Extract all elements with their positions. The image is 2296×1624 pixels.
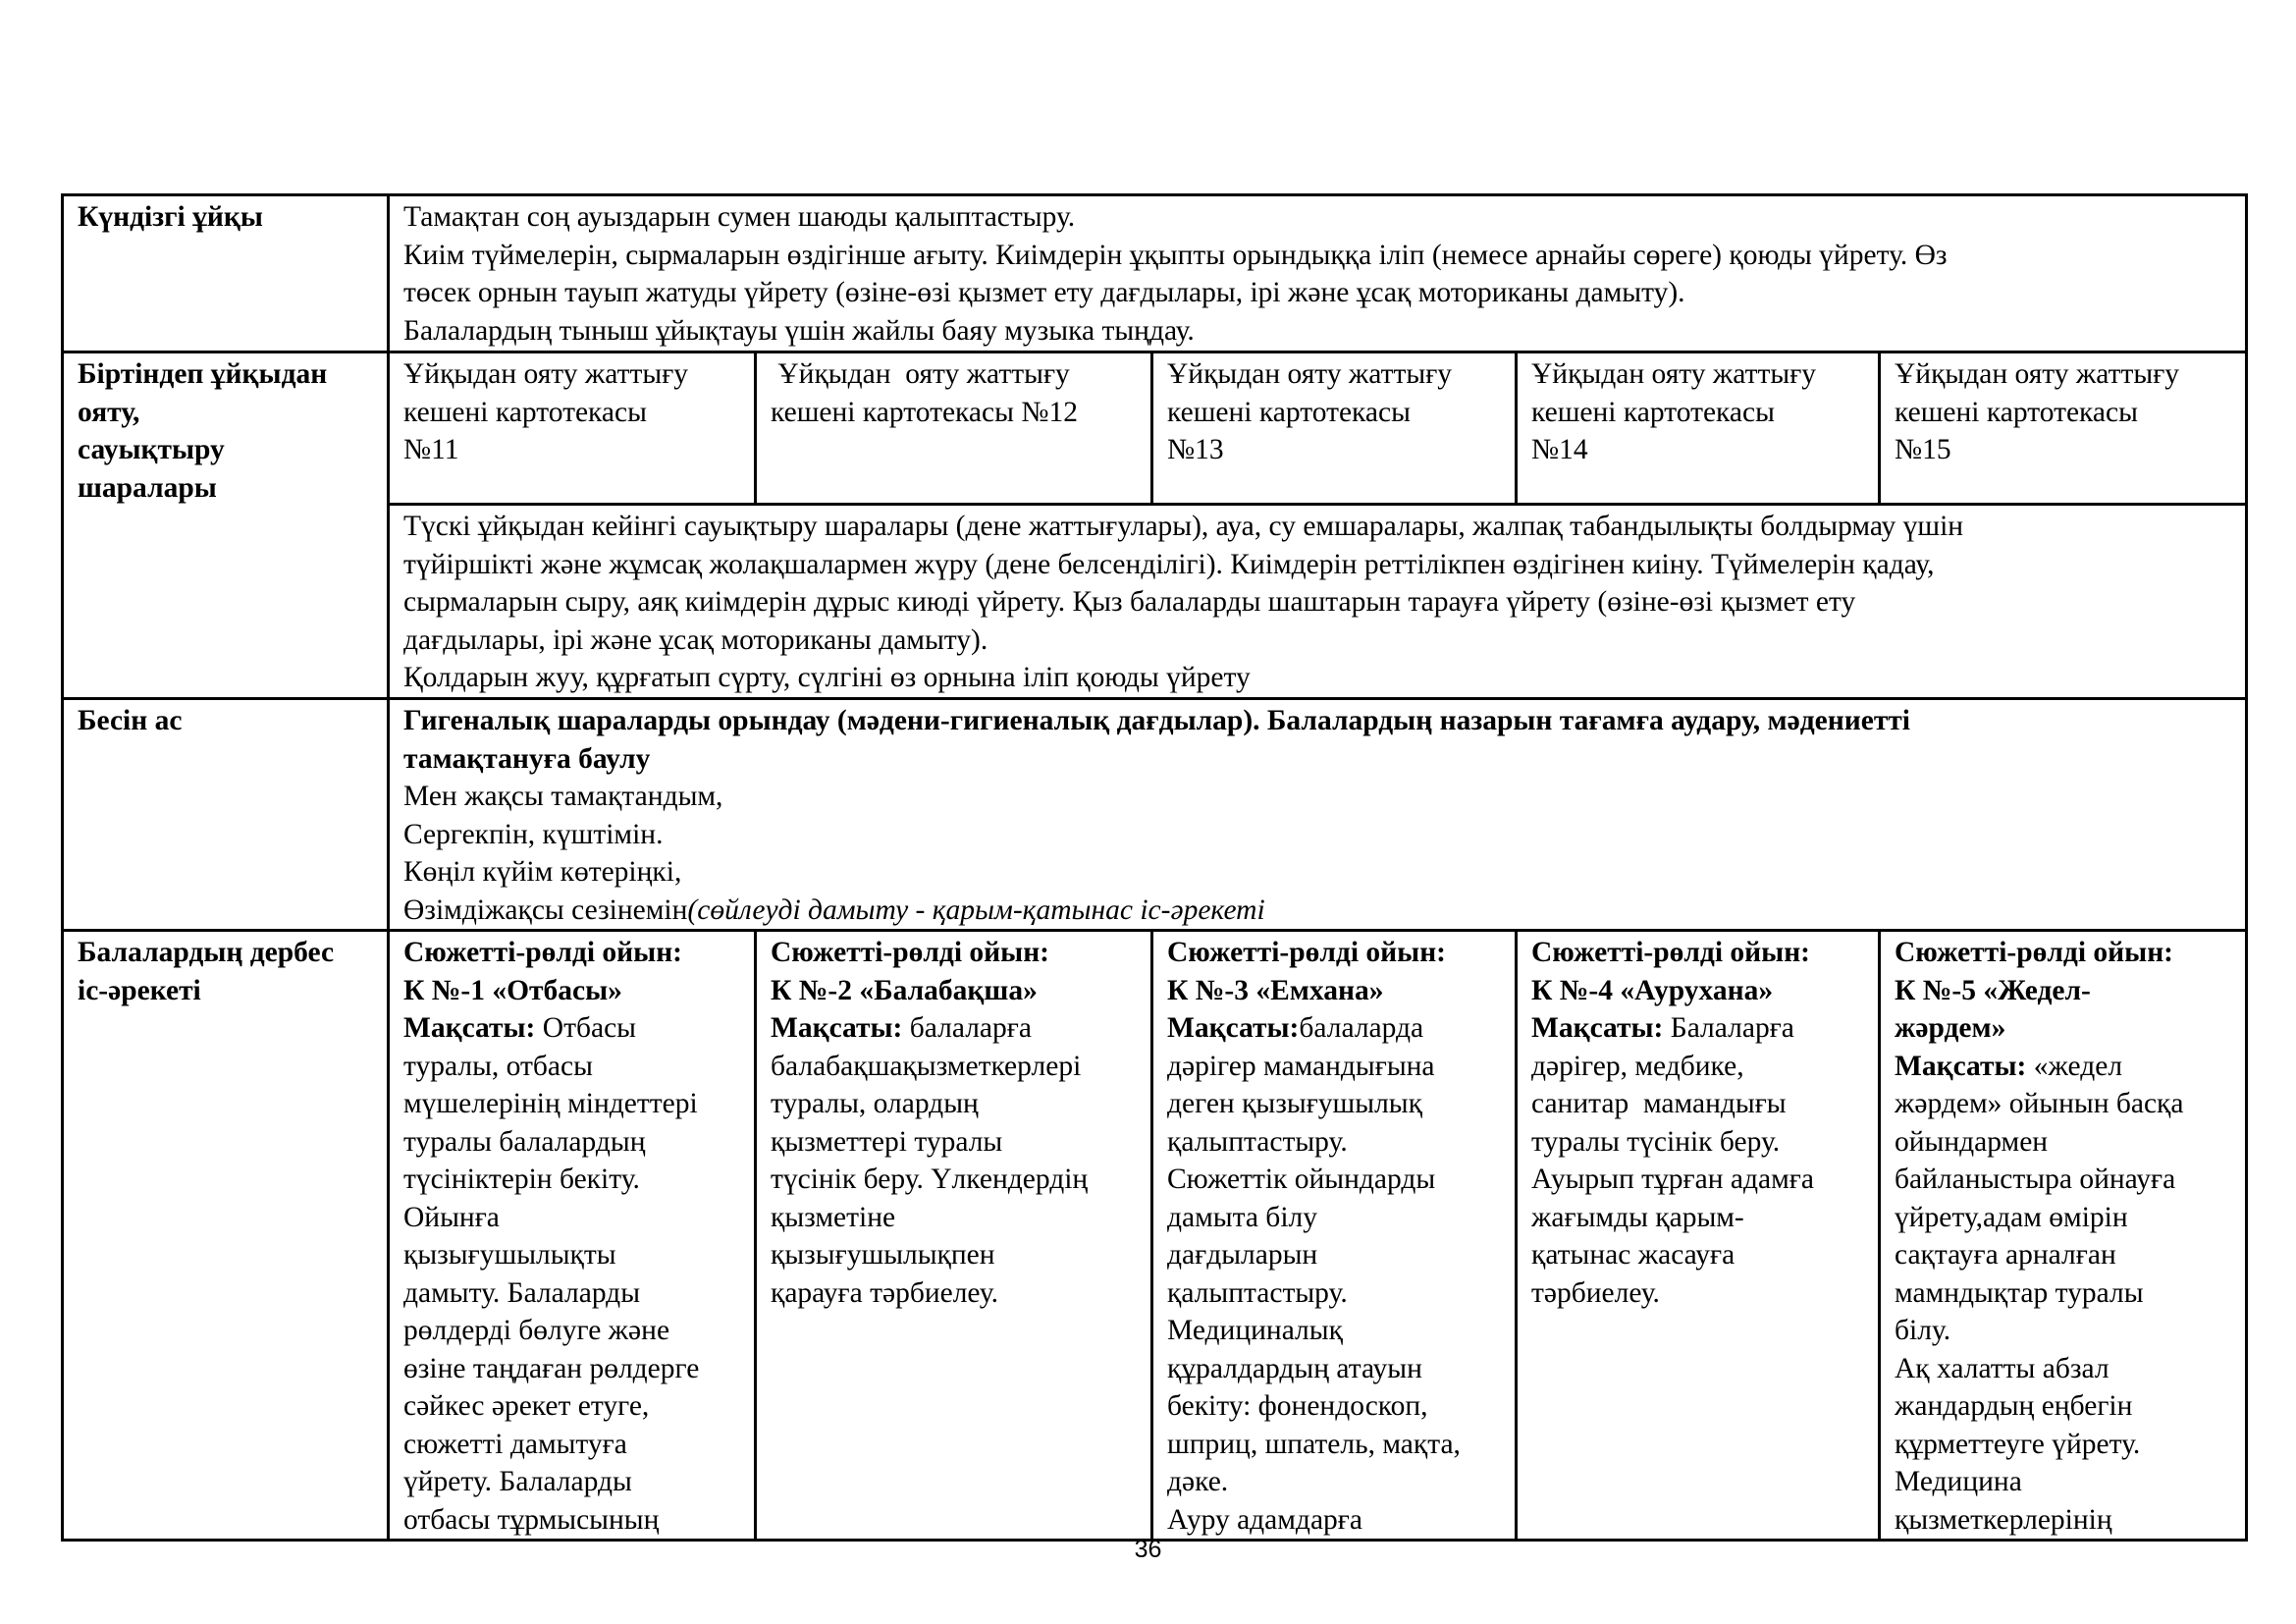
activity-title-line: жәрдем» <box>1895 1012 2006 1044</box>
wakeup-day-5 <box>1880 352 2247 505</box>
activity-text-line: туралы балалардың <box>403 1125 646 1158</box>
activity-text-line: құрметтеуге үйрету. <box>1895 1428 2141 1460</box>
activity-text-line: шприц, шпатель, мақта, <box>1167 1428 1461 1460</box>
activity-text-line: үйрету. Балаларды <box>403 1466 632 1497</box>
activity-day-3 <box>1152 931 1517 1541</box>
goal-first: «жедел <box>2026 1050 2123 1082</box>
activity-text-line: қызығушылықты <box>403 1239 616 1271</box>
activity-text-line: Ақ халатты абзал <box>1895 1352 2109 1384</box>
activity-text-line: дағдыларын <box>1167 1239 1318 1271</box>
activity-title-line: К №-1 «Отбасы» <box>403 974 622 1006</box>
wakeup-day-line: №13 <box>1167 434 1224 465</box>
goal-first: балаларда <box>1299 1012 1424 1044</box>
activity-title-line: Сюжетті-рөлді ойын: <box>1531 937 1811 968</box>
row-label-activity <box>63 931 389 1541</box>
row-label-wakeup <box>63 352 389 699</box>
snack-last-italic: (сөйлеуді дамыту - қарым-қатынас іс-әрекеті <box>687 893 1265 926</box>
activity-text-line: қызығушылықпен <box>771 1239 995 1271</box>
activity-text-line: қалыптастыру. <box>1167 1125 1348 1158</box>
activity-text-line: деген қызығушылық <box>1167 1088 1422 1119</box>
row-wakeup-common <box>63 505 2247 699</box>
snack-content <box>389 699 2247 931</box>
activity-text-line: құралдардың атауын <box>1167 1352 1422 1384</box>
activity-goal-line <box>771 1009 1141 1048</box>
snack-label: Бесін ас <box>78 705 183 736</box>
row-nap <box>63 195 2247 352</box>
activity-text-line: сәйкес әрекет етуге, <box>403 1390 650 1422</box>
activity-text-line: Сюжеттік ойындарды <box>1167 1164 1436 1195</box>
wakeup-day-line: кешені картотекасы <box>403 396 647 428</box>
wakeup-label-line: шаралары <box>78 471 217 504</box>
activity-text-line: санитар мамандығы <box>1531 1088 1787 1119</box>
nap-line: Киім түймелерін, сырмаларын өздігінше ағыту. Киімдерін ұқыпты орындыққа іліп (немесе арнайы сөреге) қоюды үйрету. Өз <box>403 239 1948 271</box>
activity-text-line: түсінік беру. Үлкендердің <box>771 1164 1089 1195</box>
nap-label: Күндізгі ұйқы <box>78 201 263 233</box>
row-wakeup-days <box>63 352 2247 505</box>
activity-text-line: дамыту. Балаларды <box>403 1276 641 1309</box>
activity-day-1 <box>389 931 756 1541</box>
activity-goal-line <box>1167 1009 1505 1048</box>
activity-text-line: отбасы тұрмысының <box>403 1503 660 1536</box>
row-label-snack <box>63 699 389 931</box>
wakeup-day-line: №11 <box>403 434 459 465</box>
activity-text-line: дәке. <box>1167 1466 1229 1497</box>
wakeup-day-line: Ұйқыдан ояту жаттығу <box>771 358 1070 390</box>
wakeup-label-line: Біртіндеп ұйқыдан <box>78 358 328 390</box>
activity-goal-line <box>1531 1009 1868 1048</box>
wakeup-day-3 <box>1152 352 1517 505</box>
activity-text-line: туралы, олардың <box>771 1088 979 1119</box>
snack-heading-line: Гигеналық шараларды орындау (мәдени-гигиеналық дағдылар). Балалардың назарын тағамға аудару, мәдениетті <box>403 705 1910 736</box>
activity-text-line: қызметіне <box>771 1201 896 1233</box>
snack-heading-line: тамақтануға баулу <box>403 742 651 775</box>
wakeup-day-line: кешені картотекасы <box>1531 396 1775 428</box>
activity-day-2 <box>756 931 1152 1541</box>
wakeup-day-2 <box>756 352 1152 505</box>
wakeup-day-line: №14 <box>1531 434 1588 465</box>
nap-line: Тамақтан соң ауыздарын сумен шаюды қалыптастыру. <box>403 201 1076 233</box>
activity-text-line: өзіне таңдаған рөлдерге <box>403 1352 700 1384</box>
activity-day-4 <box>1517 931 1880 1541</box>
activity-text-line: мүшелерінің міндеттері <box>403 1088 698 1119</box>
wakeup-common-line: Қолдарын жуу, құрғатып сүрту, сүлгіні өз орнына іліп қоюды үйрету <box>403 662 1251 693</box>
activity-text-line: қалыптастыру. <box>1167 1276 1348 1309</box>
activity-text-line: қатынас жасауға <box>1531 1239 1735 1271</box>
activity-title-line: К №-5 «Жедел- <box>1895 974 2091 1006</box>
snack-last-text: Өзімдіжақсы сезінемін <box>403 893 688 926</box>
wakeup-label-line: ояту, <box>78 396 140 428</box>
goal-first: Балаларға <box>1663 1012 1794 1044</box>
row-activity <box>63 931 2247 1541</box>
wakeup-day-line: кешені картотекасы <box>1167 396 1411 428</box>
activity-day-5 <box>1880 931 2247 1541</box>
goal-label: Мақсаты: <box>1167 1012 1300 1044</box>
activity-text-line: дәрігер мамандығына <box>1167 1050 1435 1082</box>
wakeup-day-line: Ұйқыдан ояту жаттығу <box>1895 358 2180 390</box>
snack-last-line <box>403 892 2235 930</box>
activity-goal-line <box>1895 1048 2235 1086</box>
activity-title-line: К №-4 «Аурухана» <box>1531 974 1774 1006</box>
wakeup-common-line: дағдылары, ірі және ұсақ моториканы дамыту). <box>403 623 988 656</box>
goal-label: Мақсаты: <box>1895 1050 2027 1082</box>
activity-title-line: Сюжетті-рөлді ойын: <box>1895 937 2174 968</box>
nap-line: Балалардың тыныш ұйықтауы үшін жайлы баяу музыка тыңдау. <box>403 314 1195 347</box>
wakeup-label-line: сауықтыру <box>78 434 225 465</box>
wakeup-common-content <box>389 505 2247 699</box>
activity-text-line: туралы түсінік беру. <box>1531 1125 1781 1158</box>
activity-text-line: бекіту: фонендоскоп, <box>1167 1390 1428 1422</box>
snack-poem-line: Сергекпін, күштімін. <box>403 818 664 850</box>
activity-label-line: Балалардың дербес <box>78 937 335 968</box>
snack-poem-line: Көңіл күйім көтеріңкі, <box>403 856 682 888</box>
wakeup-day-line: кешені картотекасы <box>1895 396 2138 428</box>
goal-label: Мақсаты: <box>771 1012 903 1044</box>
wakeup-day-line: Ұйқыдан ояту жаттығу <box>403 358 689 390</box>
page-number: 36 <box>1134 1536 1162 1563</box>
activity-text-line: Ауру адамдарға <box>1167 1503 1362 1536</box>
activity-title-line: Сюжетті-рөлді ойын: <box>1167 937 1447 968</box>
activity-text-line: ойындармен <box>1895 1125 2049 1158</box>
activity-text-line: байланыстыра ойнауға <box>1895 1164 2176 1195</box>
wakeup-common-line: Түскі ұйқыдан кейінгі сауықтыру шаралары (дене жаттығулары), ауа, су емшаралары, жалпақ табандылықты болдырмау үшін <box>403 511 1964 542</box>
activity-title-line: Сюжетті-рөлді ойын: <box>771 937 1050 968</box>
activity-title-line: К №-2 «Балабақша» <box>771 974 1038 1006</box>
activity-label-line: іс-әрекеті <box>78 974 201 1006</box>
wakeup-day-line: кешені картотекасы №12 <box>771 396 1078 428</box>
activity-text-line: үйрету,адам өмірін <box>1895 1201 2128 1233</box>
activity-text-line: Ауырып тұрған адамға <box>1531 1164 1814 1195</box>
activity-text-line: тәрбиелеу. <box>1531 1276 1660 1309</box>
activity-text-line: Медицина <box>1895 1466 2022 1497</box>
activity-title-line: К №-3 «Емхана» <box>1167 974 1384 1006</box>
activity-text-line: жағымды қарым- <box>1531 1201 1744 1233</box>
activity-text-line: сақтауға арналған <box>1895 1239 2116 1271</box>
activity-text-line: дәрігер, медбике, <box>1531 1050 1744 1082</box>
row-label-nap <box>63 195 389 352</box>
activity-text-line: түсініктерін бекіту. <box>403 1164 640 1195</box>
activity-text-line: қызметкерлерінің <box>1895 1503 2112 1536</box>
activity-text-line: туралы, отбасы <box>403 1050 593 1082</box>
wakeup-day-line: Ұйқыдан ояту жаттығу <box>1531 358 1817 390</box>
daily-plan-table <box>61 193 2248 1542</box>
goal-label: Мақсаты: <box>403 1012 536 1044</box>
activity-title-line: Сюжетті-рөлді ойын: <box>403 937 683 968</box>
activity-text-line: білу. <box>1895 1315 1951 1346</box>
nap-line: төсек орнын тауып жатуды үйрету (өзіне-өзі қызмет ету дағдылары, ірі және ұсақ моториканы дамыту). <box>403 277 1685 308</box>
wakeup-day-line: №15 <box>1895 434 1951 465</box>
snack-poem-line: Мен жақсы тамақтандым, <box>403 781 723 812</box>
activity-text-line: мамндықтар туралы <box>1895 1276 2144 1309</box>
activity-text-line: Ойынға <box>403 1201 500 1233</box>
activity-text-line: қызметтері туралы <box>771 1125 1003 1158</box>
nap-content <box>389 195 2247 352</box>
wakeup-common-line: сырмаларын сыру, аяқ киімдерін дұрыс киюді үйрету. Қыз балаларды шаштарын тарауға үйрету (өзіне-өзі қызмет ету <box>403 586 1856 618</box>
wakeup-common-line: түйіршікті және жұмсақ жолақшалармен жүру (дене белсенділігі). Киімдерін реттілікпен өздігінен киіну. Түймелерін қадау, <box>403 548 1935 580</box>
row-snack <box>63 699 2247 931</box>
goal-first: Отбасы <box>535 1012 636 1044</box>
activity-text-line: сюжетті дамытуға <box>403 1428 627 1460</box>
activity-goal-line <box>403 1009 744 1048</box>
wakeup-day-4 <box>1517 352 1880 505</box>
activity-text-line: рөлдерді бөлуге және <box>403 1315 670 1346</box>
goal-label: Мақсаты: <box>1531 1012 1664 1044</box>
activity-text-line: дамыта білу <box>1167 1201 1317 1233</box>
wakeup-day-1 <box>389 352 756 505</box>
wakeup-day-line: Ұйқыдан ояту жаттығу <box>1167 358 1453 390</box>
goal-first: балаларға <box>902 1012 1032 1044</box>
activity-text-line: жандардың еңбегін <box>1895 1390 2133 1422</box>
activity-text-line: жәрдем» ойынын басқа <box>1895 1088 2184 1119</box>
activity-text-line: балабақшақызметкерлері <box>771 1050 1082 1082</box>
activity-text-line: Медициналық <box>1167 1315 1343 1346</box>
activity-text-line: қарауға тәрбиелеу. <box>771 1276 998 1309</box>
